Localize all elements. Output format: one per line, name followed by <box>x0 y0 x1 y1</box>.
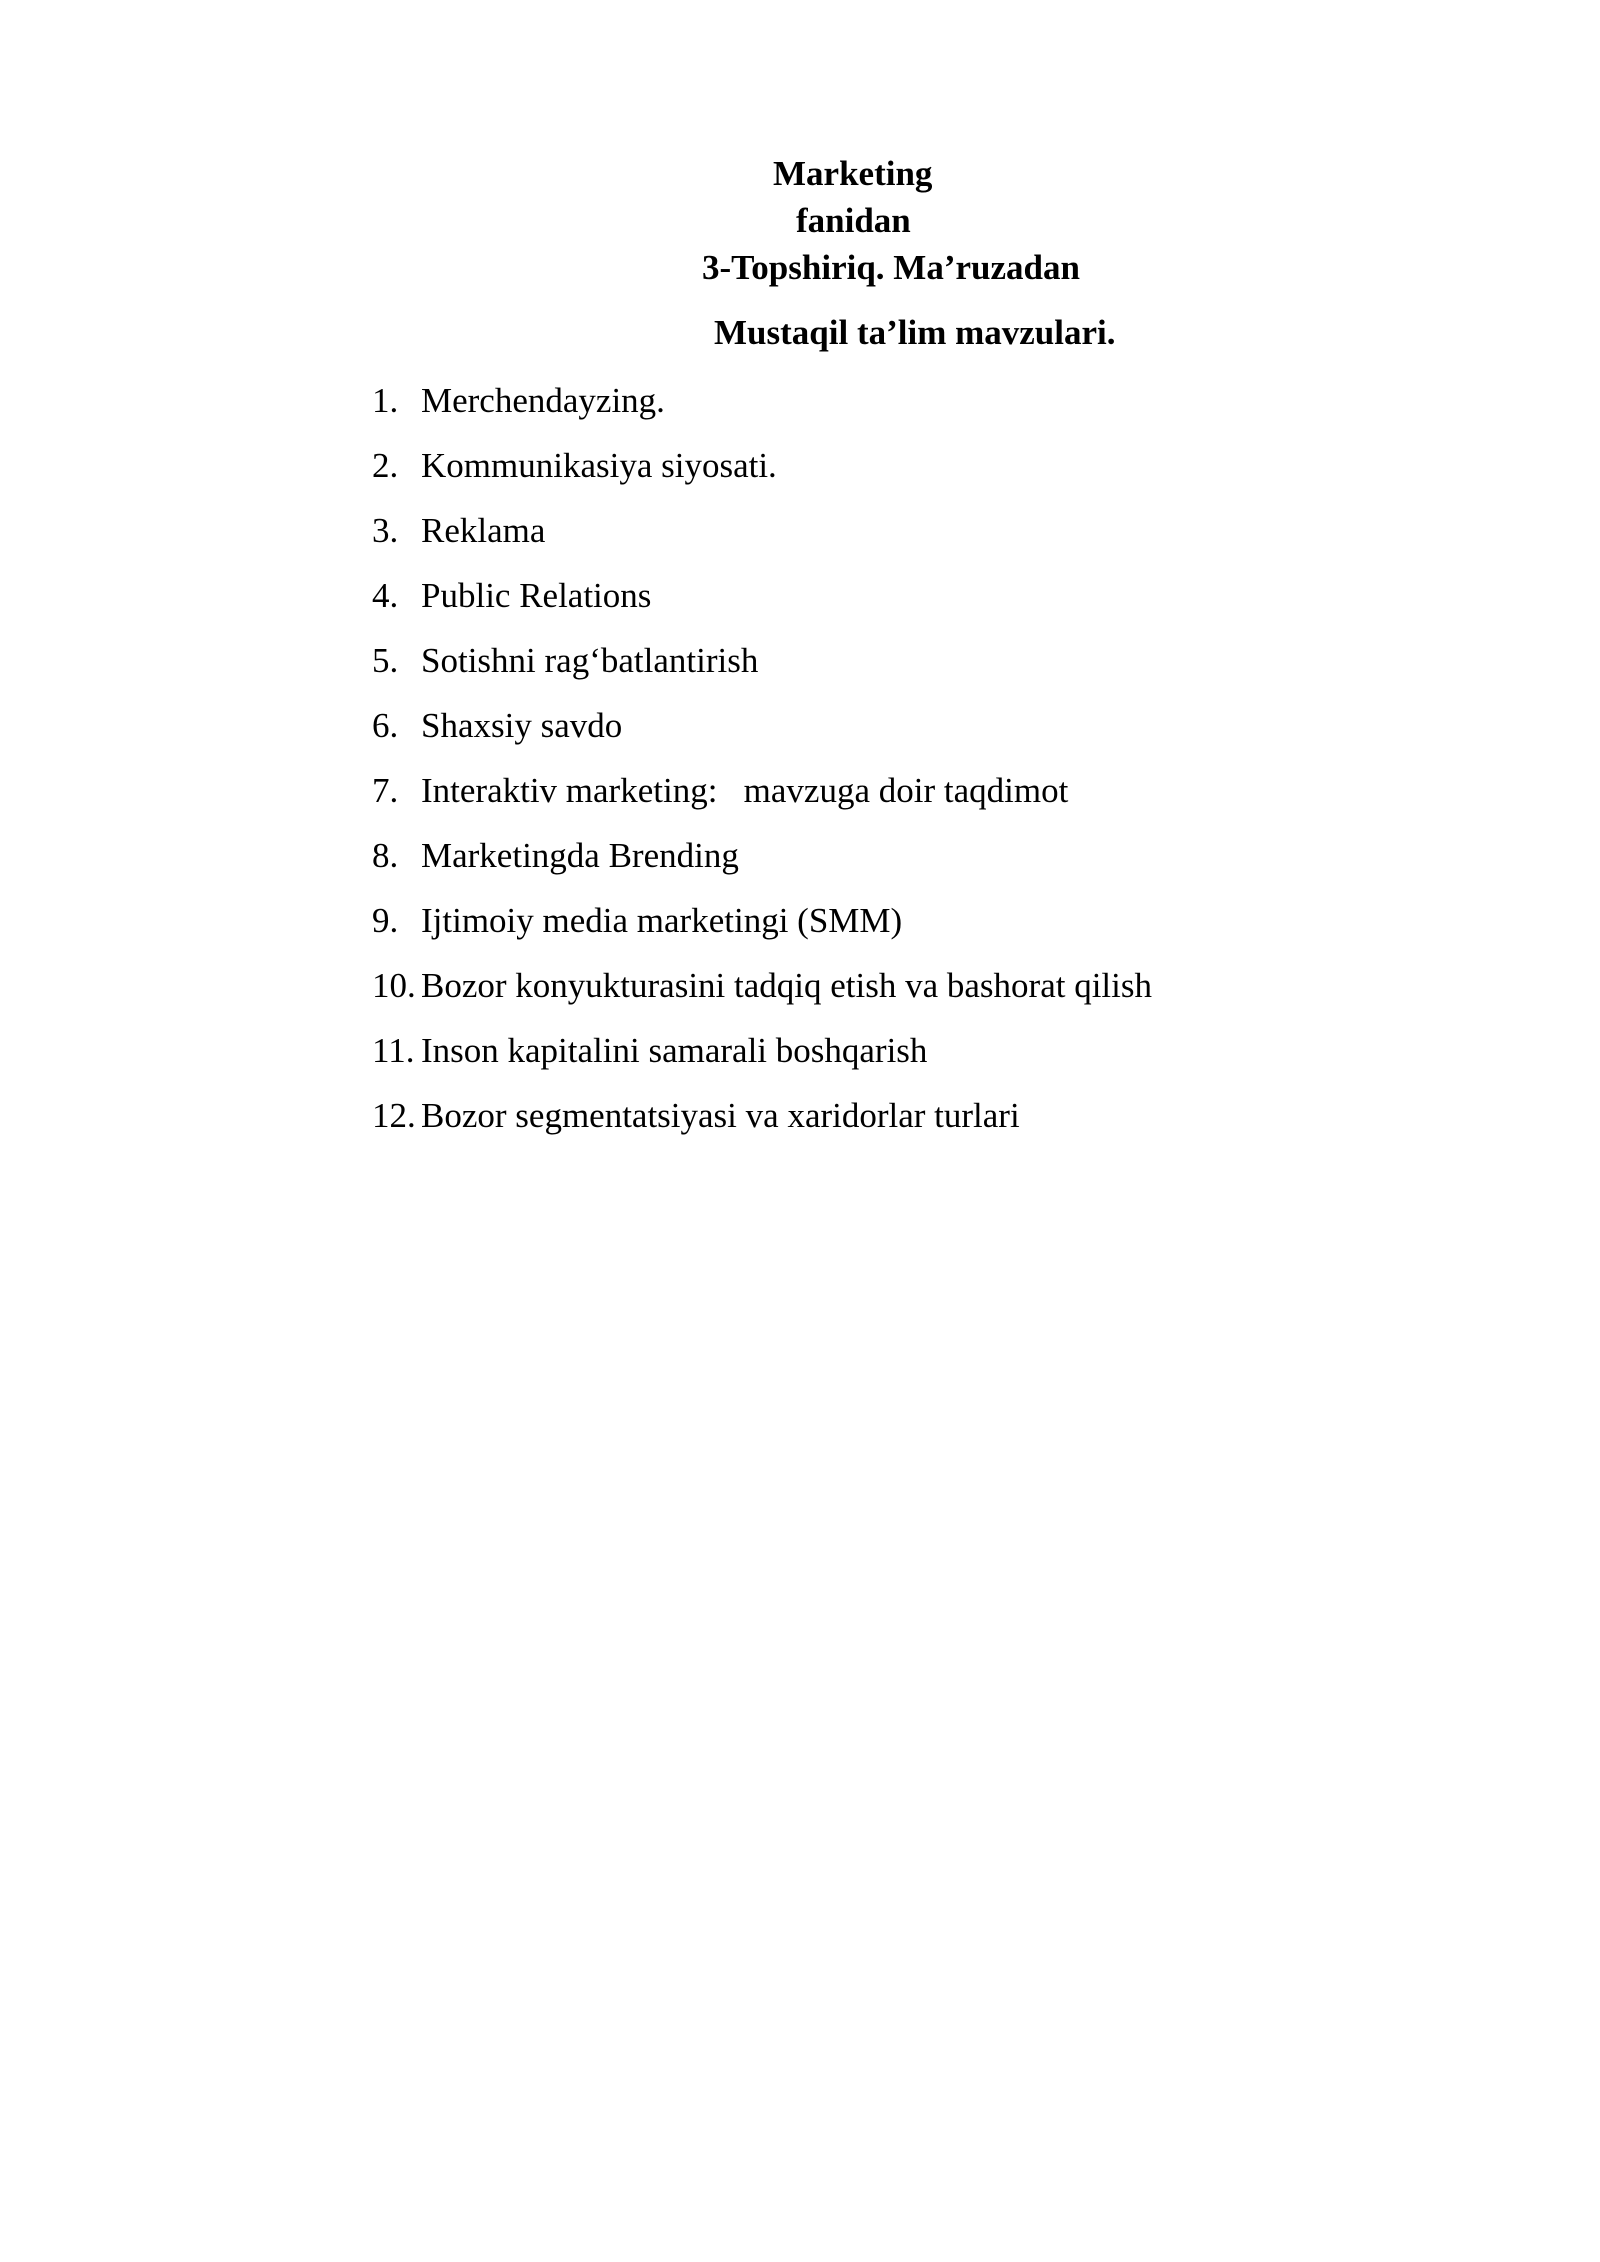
topics-heading: Mustaqil ta’lim mavzulari. <box>714 313 1116 352</box>
topic-number: 10. <box>372 966 416 1005</box>
topic-number: 7. <box>372 771 399 810</box>
topic-text: Kommunikasiya siyosati. <box>421 446 777 485</box>
assignment-title: 3-Topshiriq. Ma’ruzadan <box>702 248 1080 287</box>
topic-text: Bozor segmentatsiyasi va xaridorlar turlari <box>421 1096 1020 1135</box>
topic-text: Bozor konyukturasini tadqiq etish va bashorat qilish <box>421 966 1153 1005</box>
topic-number: 2. <box>372 446 399 485</box>
topic-number: 4. <box>372 576 399 615</box>
topic-text: Inson kapitalini samarali boshqarish <box>421 1031 928 1070</box>
topic-number: 11. <box>372 1031 415 1070</box>
topic-text: Reklama <box>421 511 546 550</box>
topic-number: 9. <box>372 901 399 940</box>
topic-number: 5. <box>372 641 399 680</box>
topic-text: Ijtimoiy media marketingi (SMM) <box>421 901 903 940</box>
topic-text: Merchendayzing. <box>421 381 665 420</box>
topic-number: 3. <box>372 511 399 550</box>
topic-number: 12. <box>372 1096 416 1135</box>
topic-text: Sotishni rag‘batlantirish <box>421 641 759 680</box>
subject-title-suffix: fanidan <box>796 201 911 240</box>
topic-text: Public Relations <box>421 576 652 615</box>
subject-title: Marketing <box>773 154 933 193</box>
topic-text: Interaktiv marketing: mavzuga doir taqdimot <box>421 771 1069 810</box>
topic-number: 1. <box>372 381 399 420</box>
topic-number: 6. <box>372 706 399 745</box>
topic-text: Shaxsiy savdo <box>421 706 623 745</box>
topic-text: Marketingda Brending <box>421 836 739 875</box>
topic-number: 8. <box>372 836 399 875</box>
